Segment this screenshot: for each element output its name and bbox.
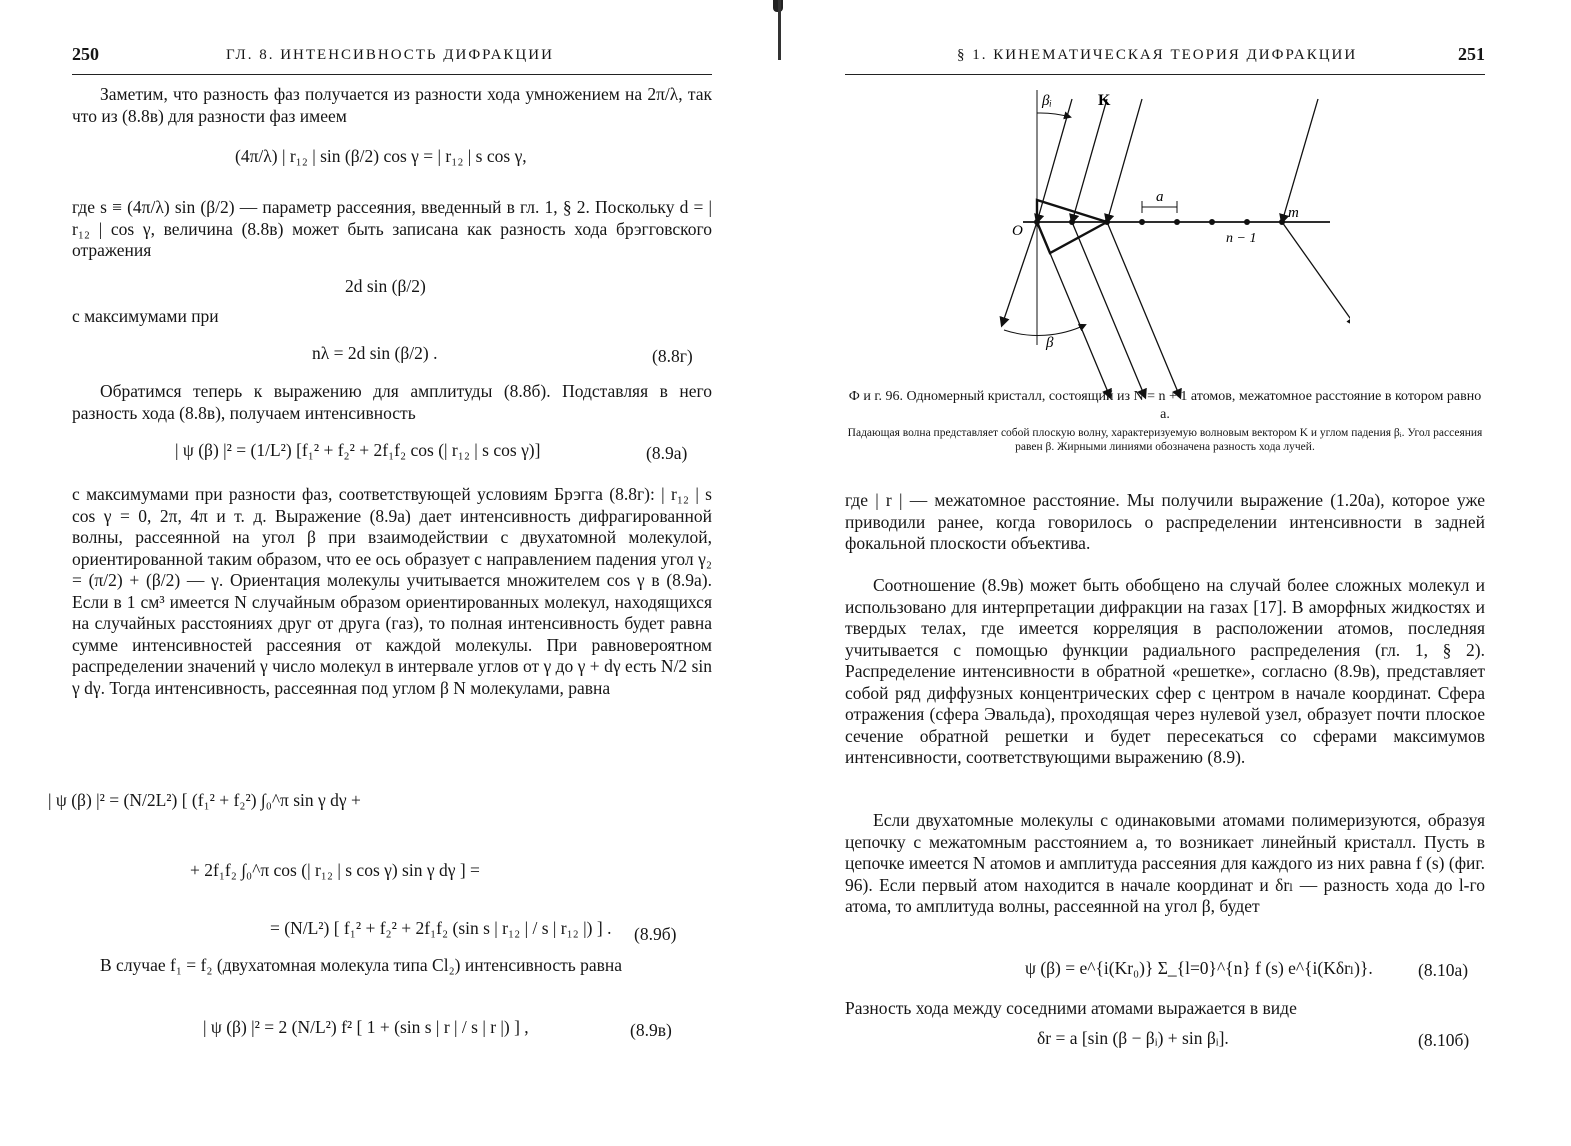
left-paragraph-5 [72,484,712,699]
label-m: m [1288,205,1299,221]
label-beta: β [1046,335,1054,351]
left-p5-text: с максимумами при разности фаз, соответствующей условиям Брэгга (8.8г): | r₁₂ | s cos γ = 0, 2π, 4π и т. д. Выражение (8.9а) дает интенсивность дифрагированной волны, рассеянной на угол β при взаимодействии с двухатомной молекулой, ориентированной таким образом, что ее ось образует с направлением падения угол γ₂ = (π/2) + (β/2) — γ. Ориентация молекулы учитывается множителем cos γ в (8.9а). Если в 1 см³ имеется N случайным образом ориентированных молекул, находящихся на случайных расстояниях друг от друга (газ), то полная интенсивность будет равна сумме интенсивностей рассеяния от каждой молекулы. При равновероятном распределении значений γ число молекул в интервале углов от γ до γ + dγ есть N/2 sin γ dγ. Тогда интенсивность, рассеянная под углом β N молекулами, равна [72,484,712,698]
right-eq-number-8-10b: (8.10б) [1418,1030,1470,1050]
left-formula-5a: | ψ (β) |² = (N/2L²) [ (f₁² + f₂²) ∫₀^π sin γ dγ + [48,790,361,810]
left-p4-text: Обратимся теперь к выражению для амплитуды (8.8б). Подставляя в него разность хода (8.8в), получаем интенсивность [72,381,712,423]
right-formula-1: ψ (β) = e^{i(Kr₀)} Σ_{l=0}^{n} f (s) e^{i(Kδrₗ)}. [1025,958,1373,978]
right-paragraph-1 [845,490,1485,555]
left-formula-5c: = (N/L²) [ f₁² + f₂² + 2f₁f₂ (sin s | r₁₂ | / s | r₁₂ |) ] . [270,918,612,938]
left-running-head [72,44,712,75]
left-p2-text: где s ≡ (4π/λ) sin (β/2) — параметр рассеяния, введенный в гл. 1, § 2. Поскольку d = | r₁₂ | cos γ, величина (8.8в) может быть записана как разность хода брэгговского отражения [72,197,712,260]
left-page-number: 250 [72,44,99,64]
angle-arc-beta-i [1037,113,1070,117]
left-p3-text: с максимумами при [72,306,219,326]
left-paragraph-4 [72,381,712,424]
path-difference-lines [1037,200,1107,253]
left-paragraph-1 [72,84,712,127]
left-page [0,0,780,1146]
left-eq-number-8-9b: (8.9б) [634,924,677,944]
right-running-title: § 1. КИНЕМАТИЧЕСКАЯ ТЕОРИЯ ДИФРАКЦИИ [957,47,1358,63]
figure-caption-sub: Падающая волна представляет собой плоскую волну, характеризуемую волновым вектором K и углом падения βᵢ. Угол рассеяния равен β. Жирными линиями обозначена разность хода лучей. [847,427,1483,453]
left-formula-2: 2d sin (β/2) [345,276,426,296]
left-formula-1: (4π/λ) | r₁₂ | sin (β/2) cos γ = | r₁₂ | s cos γ, [235,146,527,166]
label-beta-i: βᵢ [1042,93,1052,109]
label-n-minus-1: n − 1 [1226,231,1257,246]
left-eq-number-8-8g: (8.8г) [652,346,693,366]
right-page [790,0,1571,1146]
left-formula-4: | ψ (β) |² = (1/L²) [f₁² + f₂² + 2f₁f₂ cos (| r₁₂ | s cos γ)] [175,440,541,460]
left-p1-text: Заметим, что разность фаз получается из разности хода умножением на 2π/λ, так что из (8.8в) для разности фаз имеем [72,84,712,126]
angle-arc-beta [1004,325,1085,335]
right-paragraph-3 [845,810,1485,918]
left-paragraph-3 [72,306,712,328]
right-formula-2: δr = a [sin (β − βᵢ) + sin βᵢ]. [1037,1028,1229,1048]
label-O: O [1012,223,1023,239]
left-formula-5b: + 2f₁f₂ ∫₀^π cos (| r₁₂ | s cos γ) sin γ dγ ] = [190,860,480,880]
label-a: a [1156,189,1164,205]
left-formula-6: | ψ (β) |² = 2 (N/L²) f² [ 1 + (sin s | r | / s | r |) ] , [203,1017,529,1037]
figure-96-diagram [990,85,1350,405]
right-running-head [845,44,1485,75]
right-p3-text: Если двухатомные молекулы с одинаковыми атомами полимеризуются, образуя цепочку с межатомным расстоянием a, то возникает линейный кристалл. Пусть в цепочке имеется N атомов и амплитуда рассеяния для каждого из них равна f (s) (фиг. 96). Если первый атом находится в начале координат и δrₗ — разность хода до l-го атома, то амплитуда волны, рассеянной на угол β, будет [845,810,1485,916]
left-running-title: ГЛ. 8. ИНТЕНСИВНОСТЬ ДИФРАКЦИИ [226,47,554,63]
left-paragraph-2 [72,197,712,262]
left-eq-number-8-9a: (8.9а) [646,443,688,463]
left-paragraph-6 [72,955,712,977]
right-p4-text: Разность хода между соседними атомами выражается в виде [845,998,1297,1018]
right-paragraph-4 [845,998,1485,1020]
left-eq-number-8-9v: (8.9в) [630,1020,672,1040]
right-page-number: 251 [1458,44,1485,64]
left-p6-text: В случае f₁ = f₂ (двухатомная молекула типа Cl₂) интенсивность равна [100,955,623,975]
figure-caption-main: Ф и г. 96. Одномерный кристалл, состоящий из N = n + 1 атомов, межатомное расстояние в котором равно a. [848,389,1482,422]
right-p2-text: Соотношение (8.9в) может быть обобщено на случай более сложных молекул и использовано для интерпретации дифракции на газах [17]. В аморфных жидкостях и твердых телах, где имеется корреляция в расположении атомов, последняя учитывается с помощью функции радиального распределения (гл. 1, § 2). Распределение интенсивности в обратной «решетке», согласно (8.9в), представляет собой ряд диффузных концентрических сфер с центром в начале координат. Сфера отражения (сфера Эвальда), проходящая через нулевой узел, образует почти плоское сечение обратной решетки и будет пересекаться со сферами максимумов интенсивности, соответствующими выражению (8.9). [845,575,1485,767]
right-eq-number-8-10a: (8.10а) [1418,960,1469,980]
scattered-rays [1002,222,1350,397]
left-formula-3: nλ = 2d sin (β/2) . [312,343,438,363]
right-paragraph-2 [845,575,1485,769]
right-p1-text: где | r | — межатомное расстояние. Мы получили выражение (1.20а), которое уже приводили ранее, когда говорилось о распределении интенсивности в задней фокальной плоскости объектива. [845,490,1485,553]
label-K: K [1098,92,1111,109]
